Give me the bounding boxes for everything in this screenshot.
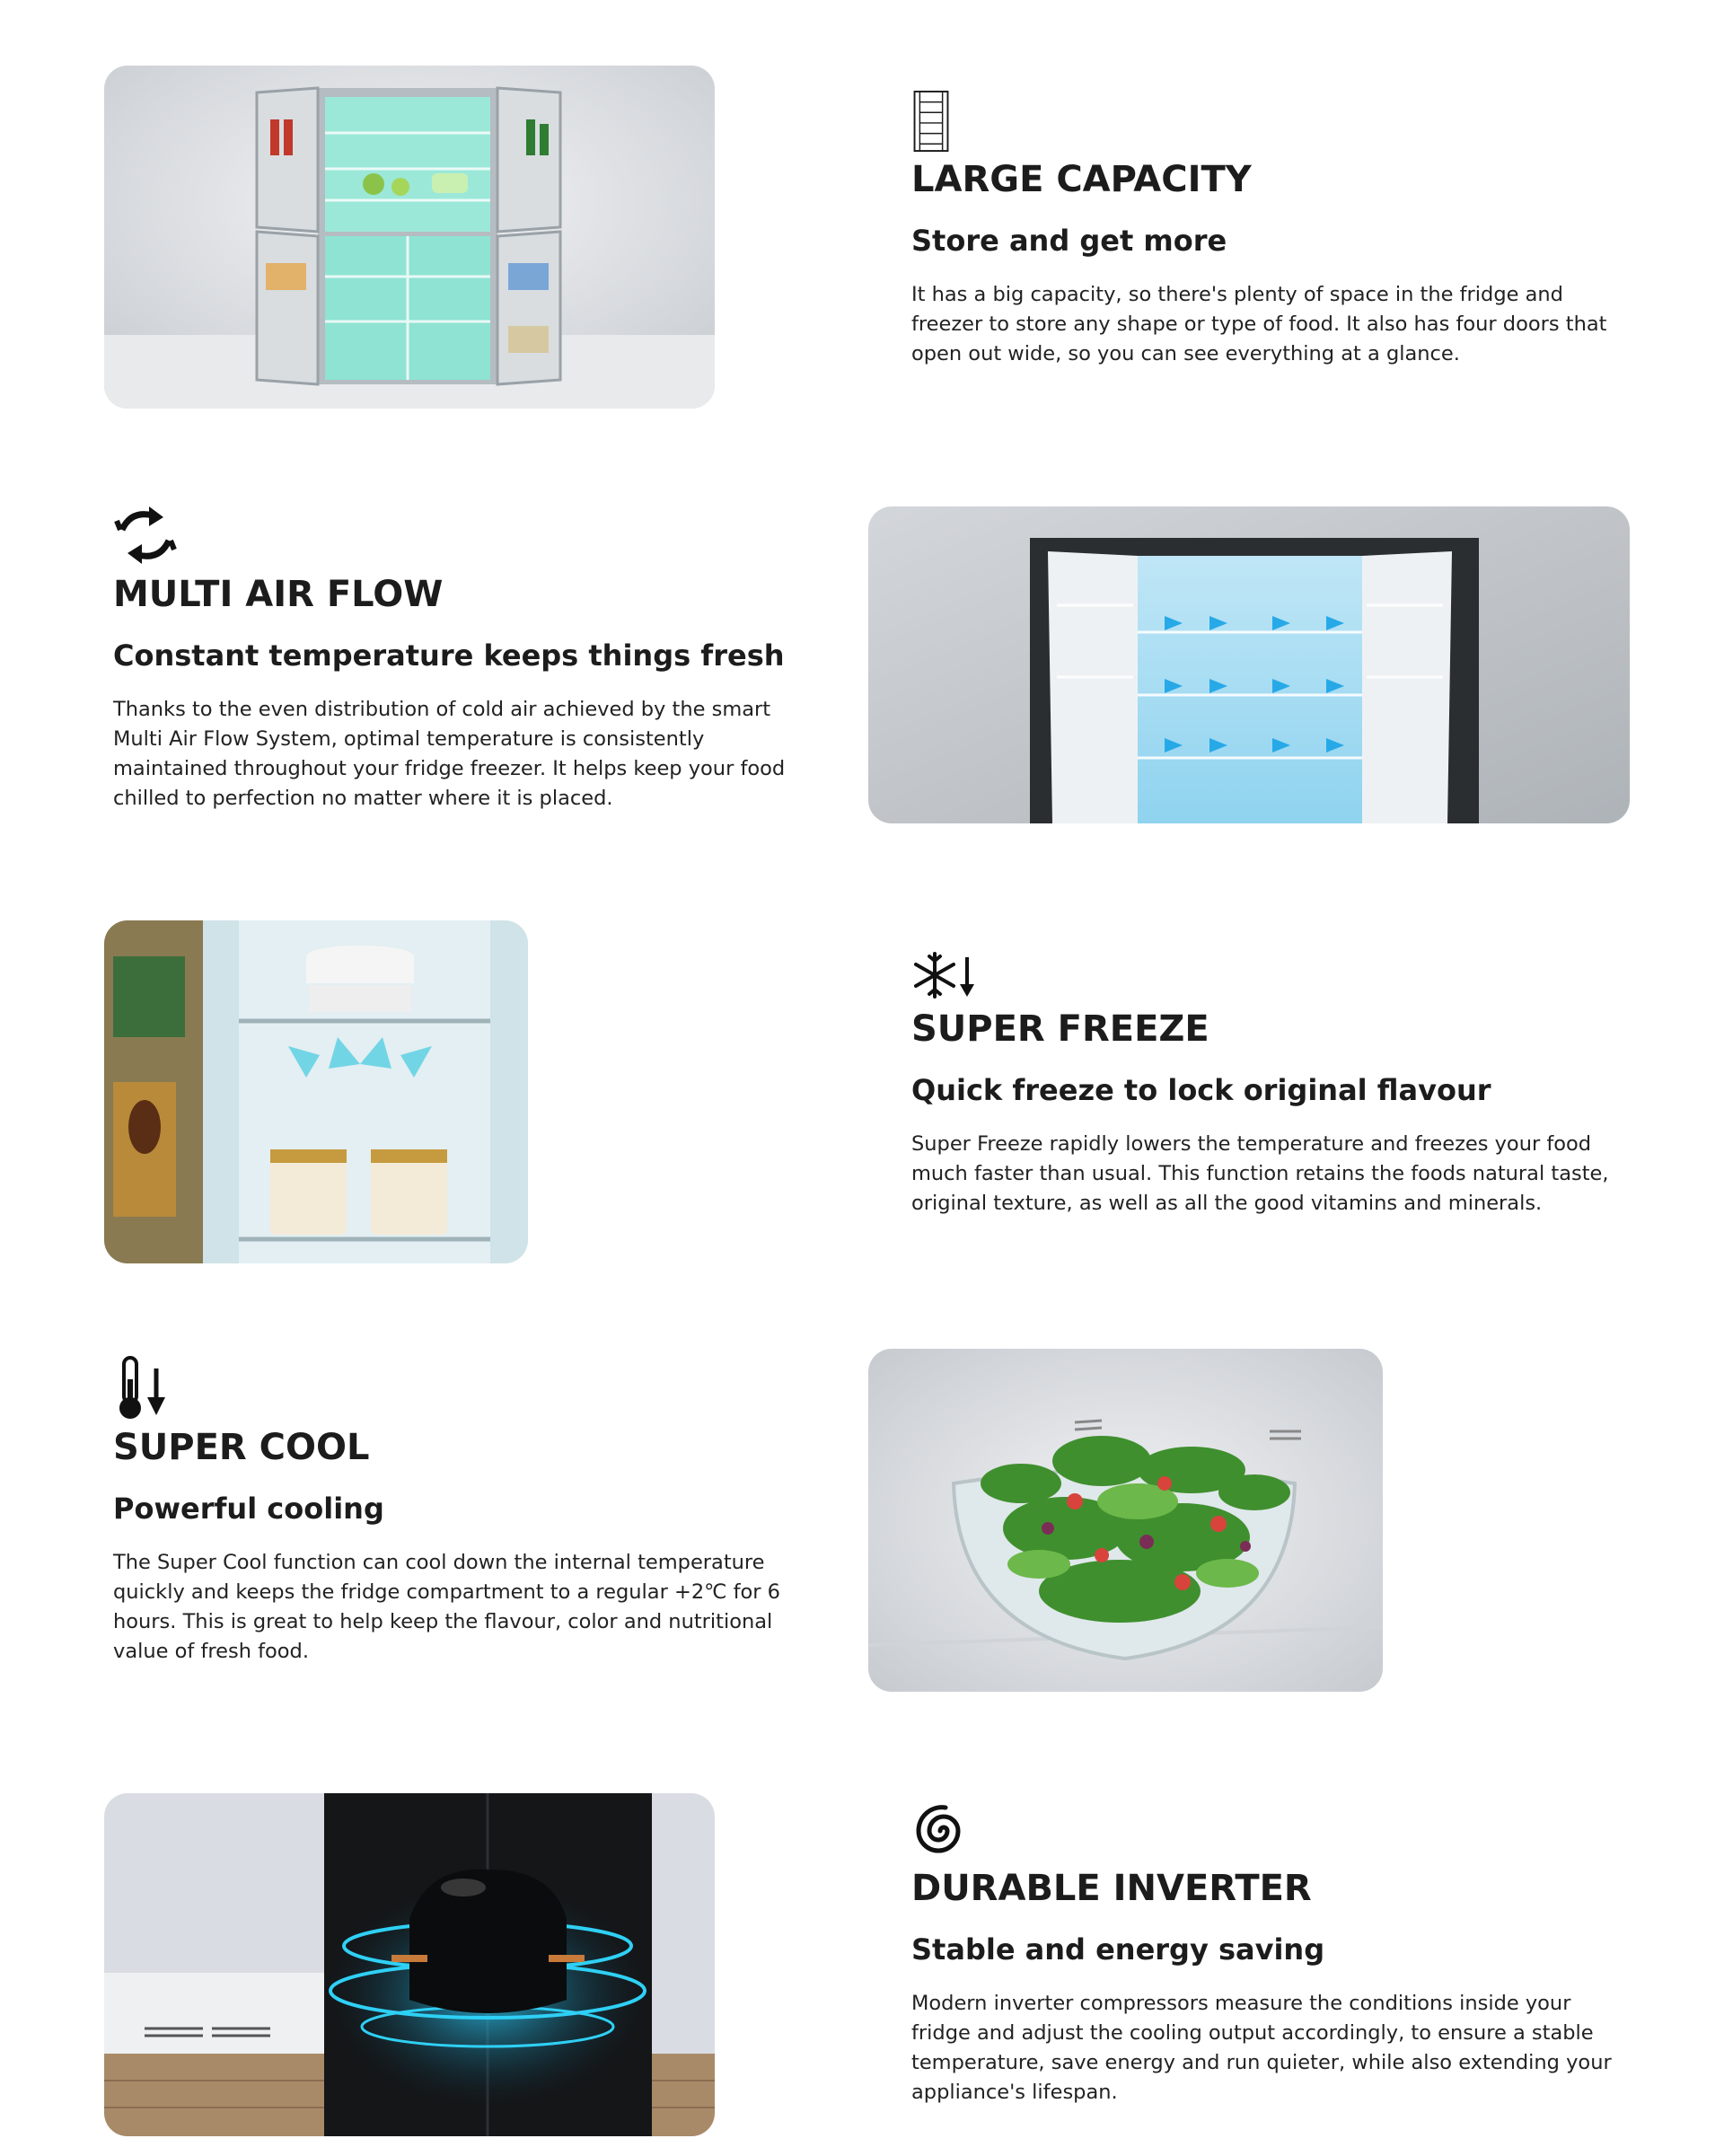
feature-title: MULTI AIR FLOW bbox=[113, 574, 444, 615]
feature-title: SUPER FREEZE bbox=[911, 1008, 1209, 1050]
glowing-compressor-image bbox=[104, 1793, 715, 2136]
feature-title: LARGE CAPACITY bbox=[911, 159, 1252, 200]
feature-description: Modern inverter compressors measure the conditions inside your fridge and adjust the cooling output accordingly, to ensure a stable temperature, save energy and run quieter, while also extending your appliance's lifespan. bbox=[911, 1992, 1612, 2104]
air-flow-arrows-icon bbox=[113, 503, 822, 568]
feature-subtitle: Constant temperature keeps things fresh bbox=[113, 638, 785, 673]
feature-subtitle: Stable and energy saving bbox=[911, 1932, 1325, 1967]
feature-subtitle: Store and get more bbox=[911, 224, 1227, 258]
feature-super-freeze bbox=[911, 948, 1630, 1219]
freezer-shelf-image bbox=[104, 920, 528, 1263]
feature-large-capacity bbox=[911, 90, 1630, 369]
feature-description: The Super Cool function can cool down the internal temperature quickly and keeps the fridge compartment to a regular +2℃ for 6 hours. This is great to help keep the flavour, color and nutritional value of fresh food. bbox=[113, 1551, 780, 1663]
fridge-airflow-image bbox=[868, 506, 1630, 823]
feature-multi-air-flow bbox=[113, 503, 822, 814]
feature-durable-inverter bbox=[911, 1800, 1630, 2108]
four-door-fridge-image bbox=[104, 66, 715, 409]
feature-title: SUPER COOL bbox=[113, 1427, 370, 1468]
feature-subtitle: Powerful cooling bbox=[113, 1492, 384, 1526]
feature-super-cool bbox=[113, 1356, 822, 1667]
feature-description: Super Freeze rapidly lowers the temperature and freezes your food much faster than usual. This function retains the foods natural taste, original texture, as well as all the good vitamins and minerals. bbox=[911, 1132, 1609, 1215]
inverter-spiral-icon bbox=[911, 1800, 1630, 1861]
feature-description: It has a big capacity, so there's plenty of space in the fridge and freezer to store any shape or type of food. It also has four doors that open out wide, so you can see everything at a glance. bbox=[911, 283, 1607, 365]
fridge-capacity-icon bbox=[911, 90, 1630, 153]
snowflake-down-icon bbox=[911, 948, 1630, 1002]
feature-description: Thanks to the even distribution of cold air achieved by the smart Multi Air Flow System, optimal temperature is consistently maintained throughout your fridge freezer. It helps keep your food chilled to perfection no matter where it is placed. bbox=[113, 698, 786, 810]
thermometer-down-icon bbox=[113, 1356, 822, 1421]
feature-subtitle: Quick freeze to lock original flavour bbox=[911, 1073, 1491, 1107]
salad-bowl-image bbox=[868, 1349, 1383, 1692]
feature-title: DURABLE INVERTER bbox=[911, 1868, 1312, 1909]
